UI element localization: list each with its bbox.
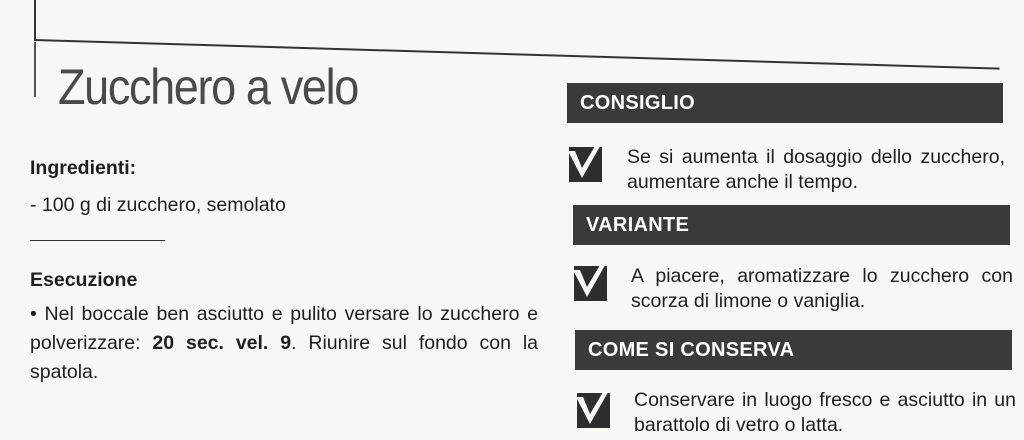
ingredients-heading-text: Ingredienti: [30,157,137,179]
tip-text-conservazione: Conservare in luogo fresco e asciutto in un barattolo di vetro o latta. [634,389,1016,436]
ingredient-item: - 100 g di zucchero, semolato [30,194,286,216]
execution-text [30,300,538,387]
tip-text-consiglio: Se si aumenta il dosaggio dello zucchero, aumentare anche il tempo. [627,146,1005,193]
execution-heading: Esecuzione [30,269,138,291]
execution-text-end: . Riunire sul fondo con la spatola. [30,332,538,383]
section-heading-conservazione: COME SI CONSERVA [575,330,1012,370]
section-heading-variante: VARIANTE [573,205,1010,245]
ingredients-heading [30,154,136,183]
checkmark-icon [576,387,612,429]
recipe-title: Zucchero a velo [58,59,358,115]
section-heading-consiglio: CONSIGLIO [567,83,1003,123]
tip-text-variante: A piacere, aromatizzare lo zucchero con scorza di limone o vaniglia. [631,265,1013,312]
divider [30,240,165,241]
checkmark-icon [573,260,609,302]
checkmark-icon [568,141,604,183]
left-rule-upper [34,0,36,40]
execution-speed: 20 sec. vel. 9 [152,332,292,354]
left-rule-lower [34,42,36,97]
execution-text-start: • Nel boccale ben asciutto e pulito versare lo zucchero e polverizzare: [30,303,538,354]
